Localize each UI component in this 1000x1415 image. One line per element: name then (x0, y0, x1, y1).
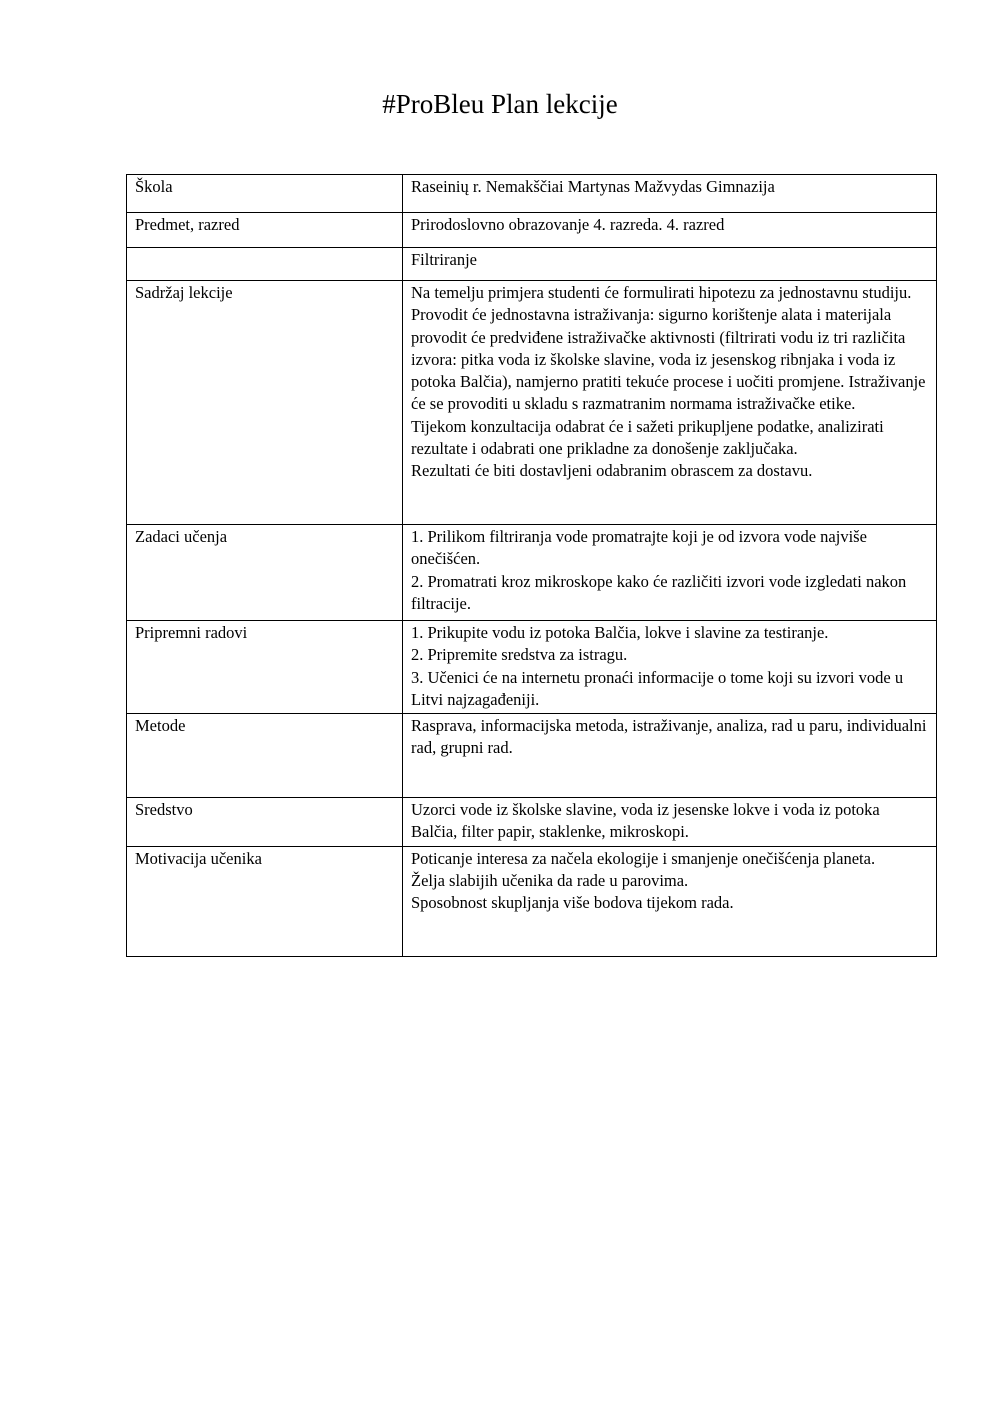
row-value (403, 846, 937, 956)
value-line: Filtriranje (411, 250, 477, 269)
row-label: Pripremni radovi (127, 621, 403, 714)
row-label: Sredstvo (127, 798, 403, 847)
value-paragraph: Na temelju primjera studenti će formulirati hipotezu za jednostavnu studiju. (411, 283, 912, 302)
row-value (403, 525, 937, 621)
row-label (127, 248, 403, 281)
value-paragraph: Poticanje interesa za načela ekologije i smanjenje onečišćenja planeta. (411, 848, 876, 868)
row-label: Predmet, razred (127, 213, 403, 248)
row-preparation (127, 621, 937, 714)
row-resources (127, 798, 937, 847)
value-paragraph: Uzorci vode iz školske slavine, voda iz jesenske lokve i voda iz potoka Balčia, filter papir, staklenke, mikroskopi. (411, 800, 880, 842)
row-value (403, 621, 937, 714)
value-paragraph: 1. Prilikom filtriranja vode promatrajte koji je od izvora vode najviše onečišćen. (411, 527, 867, 569)
row-subject-grade (127, 213, 937, 248)
row-label: Motivacija učenika (127, 846, 403, 956)
value-paragraph: Provodit će jednostavna istraživanja: sigurno korištenje alata i materijala provodit će predviđene istraživačke aktivnosti (filtrirati vodu iz tri različita izvora: pitka voda iz školske slavine, voda iz jesenskog ribnjaka i voda iz potoka Balčia), namjerno pratiti tekuće procese i uočiti promjene. Istraživanje će se provoditi u skladu s razmatranim normama istraživačke etike. (411, 305, 926, 414)
row-school (127, 175, 937, 213)
value-paragraph: Sposobnost skupljanja više bodova tijekom rada. (411, 893, 734, 913)
value-paragraph: Želja slabijih učenika da rade u parovima. (411, 871, 689, 891)
page-title: #ProBleu Plan lekcije (382, 89, 618, 119)
value-paragraph: 2. Pripremite sredstva za istragu. (411, 645, 628, 665)
value-paragraph: 2. Promatrati kroz mikroskope kako će različiti izvori vode izgledati nakon filtracije. (411, 571, 907, 613)
row-topic (127, 248, 937, 281)
value-paragraph: 1. Prikupite vodu iz potoka Balčia, lokve i slavine za testiranje. (411, 623, 829, 642)
row-lesson-content (127, 281, 937, 525)
value-paragraph: Rasprava, informacijska metoda, istraživanje, analiza, rad u paru, individualni rad, grupni rad. (411, 716, 927, 758)
row-label: Zadaci učenja (127, 525, 403, 621)
value-paragraph: Rezultati će biti dostavljeni odabranim obrascem za dostavu. (411, 461, 813, 481)
row-value (403, 798, 937, 847)
value-paragraph: 3. Učenici će na internetu pronaći informacije o tome koji su izvori vode u Litvi najzagađeniji. (411, 667, 904, 709)
row-value (403, 213, 937, 248)
row-value (403, 714, 937, 798)
row-value (403, 248, 937, 281)
row-methods (127, 714, 937, 798)
row-value (403, 175, 937, 213)
row-label: Metode (127, 714, 403, 798)
value-line: Prirodoslovno obrazovanje 4. razreda. 4. razred (411, 215, 725, 234)
value-line: Raseinių r. Nemakščiai Martynas Mažvydas Gimnazija (411, 177, 775, 196)
lesson-plan-table (126, 174, 937, 957)
row-learning-tasks (127, 525, 937, 621)
row-motivation (127, 846, 937, 956)
row-label: Škola (127, 175, 403, 213)
value-paragraph: Tijekom konzultacija odabrat će i sažeti prikupljene podatke, analizirati rezultate i odabrati one prikladne za donošenje zaključaka. (411, 416, 884, 459)
row-value (403, 281, 937, 525)
row-label: Sadržaj lekcije (127, 281, 403, 525)
